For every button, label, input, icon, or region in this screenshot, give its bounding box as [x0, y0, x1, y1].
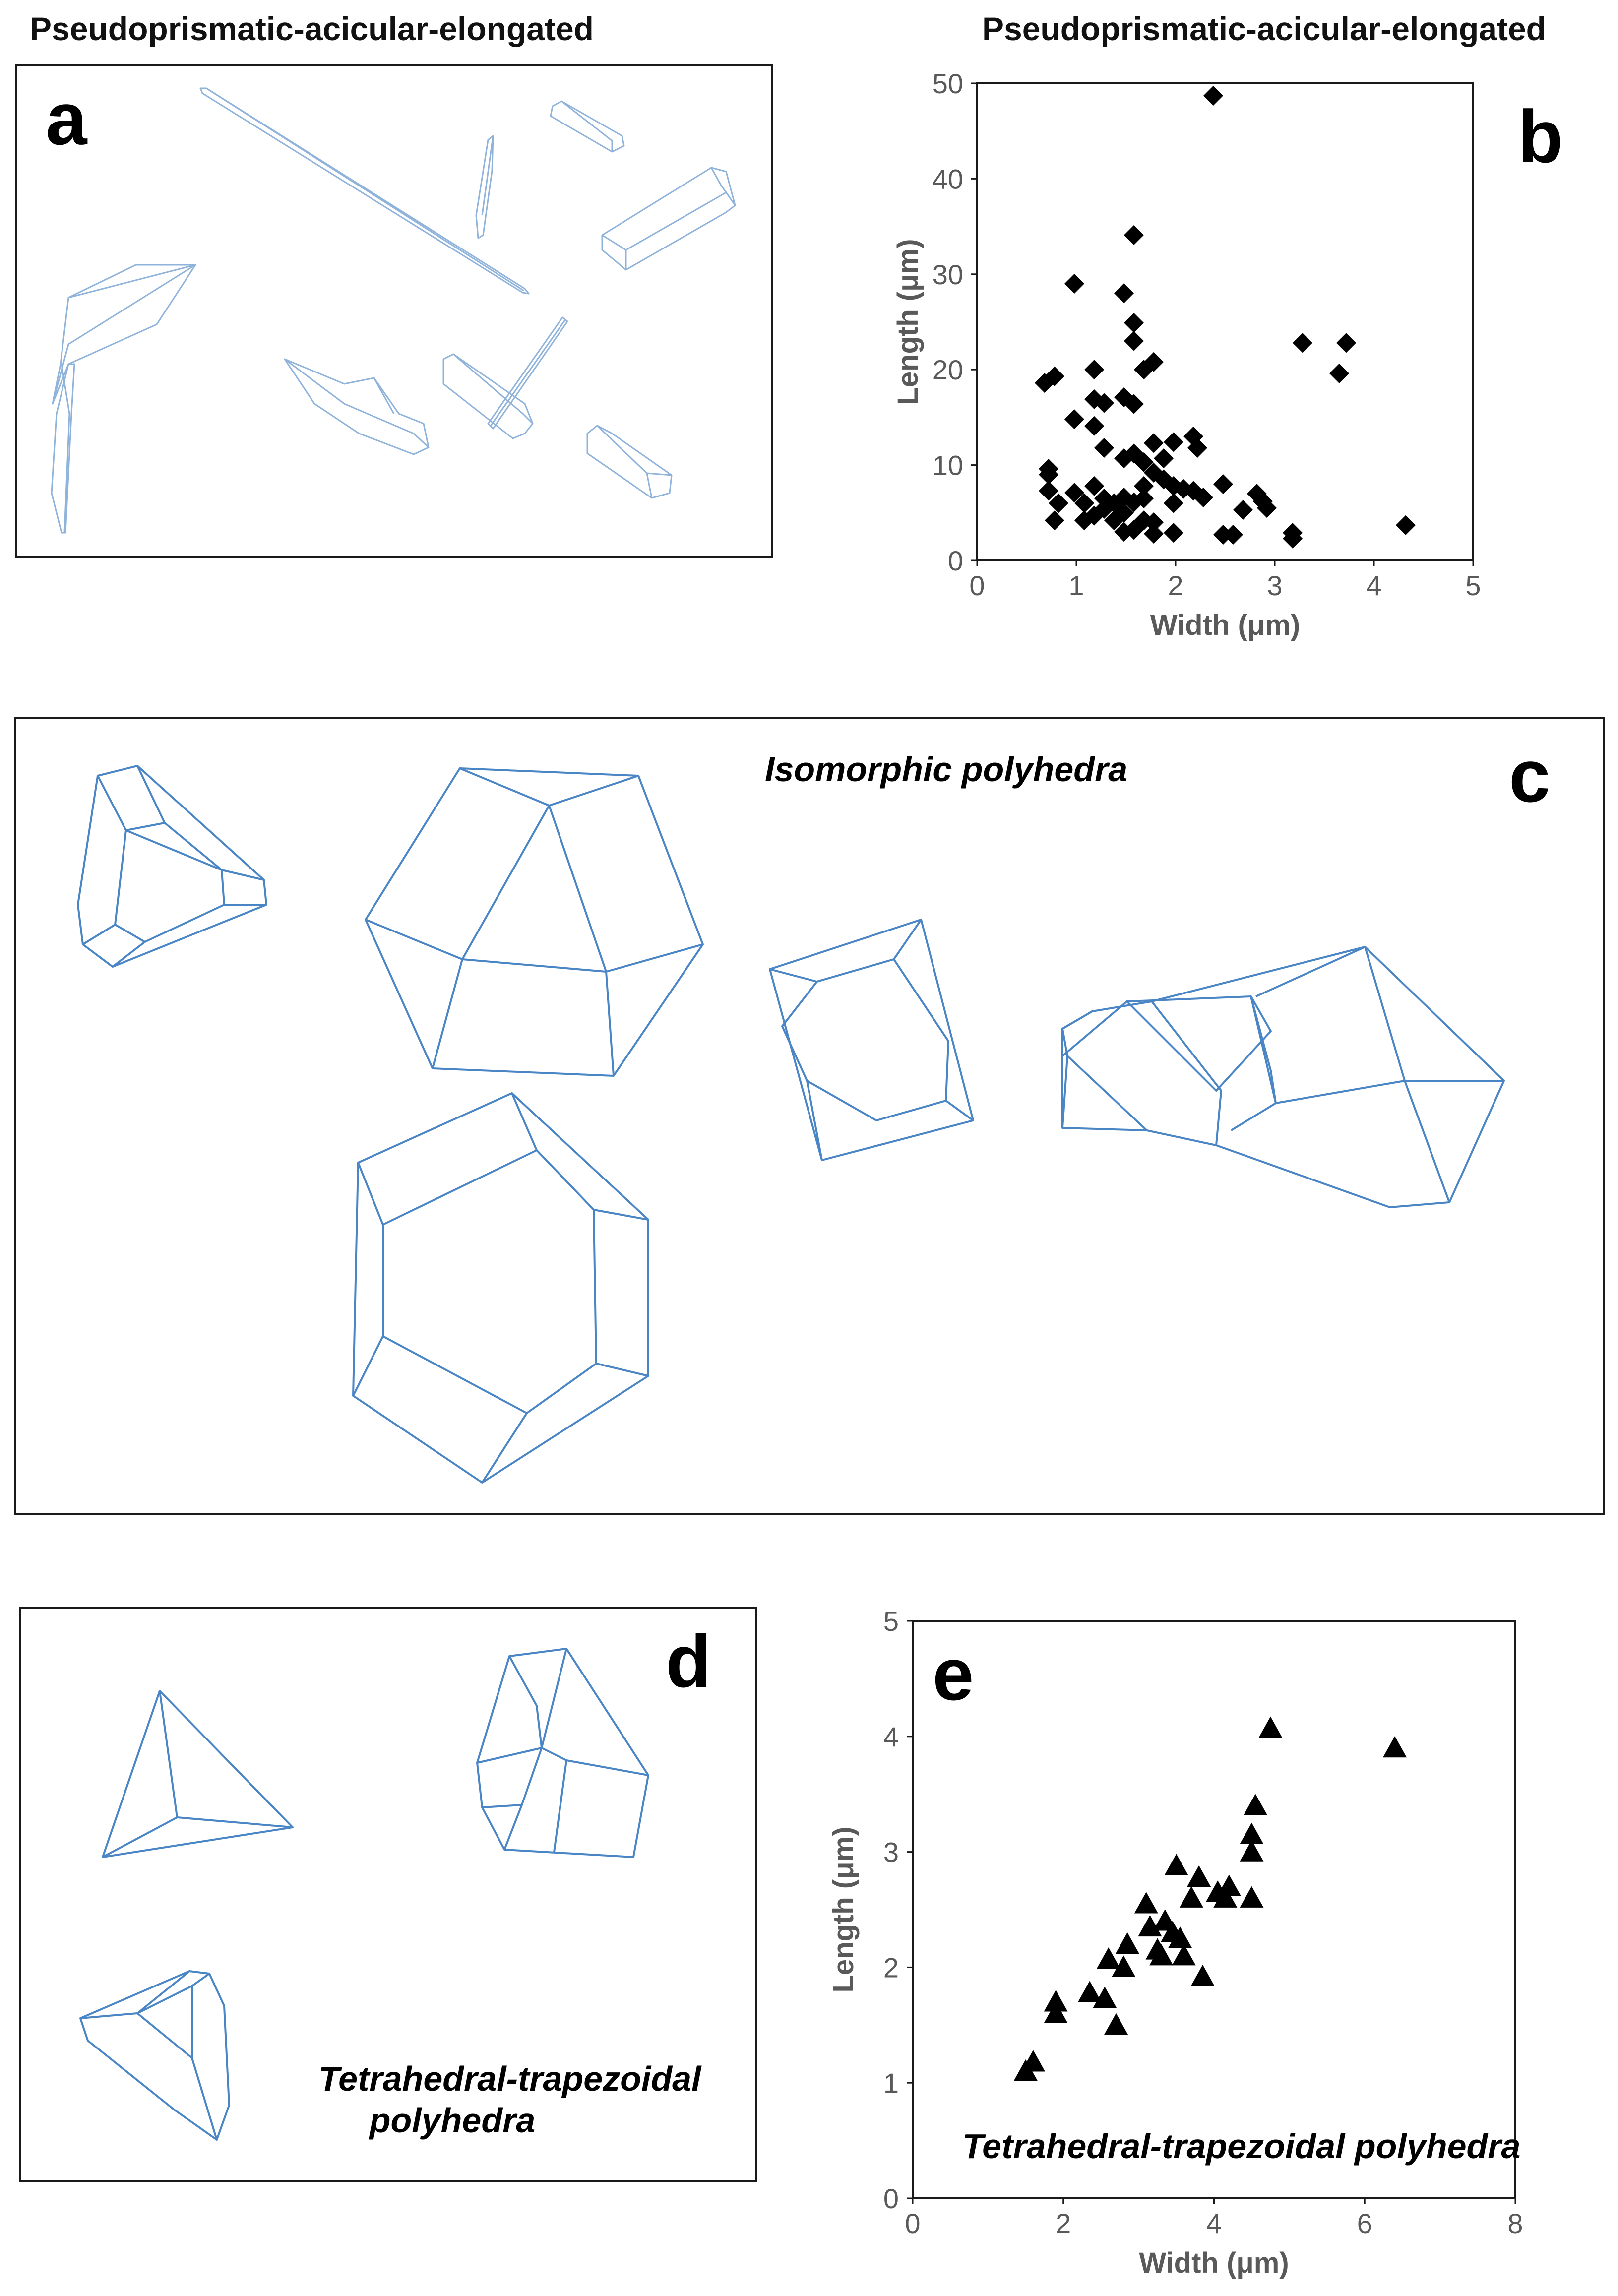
- y-tick-label: 5: [883, 1607, 899, 1637]
- data-point-diamond: [1084, 416, 1104, 436]
- y-tick-label: 0: [883, 2183, 899, 2214]
- data-point-triangle: [1097, 1947, 1120, 1969]
- data-point-triangle: [1383, 1736, 1407, 1757]
- y-tick-label: 3: [883, 1836, 899, 1868]
- prism-crystal-4: [602, 168, 735, 270]
- data-point-diamond: [1124, 313, 1144, 333]
- y-tick-label: 10: [932, 449, 963, 481]
- data-point-diamond: [1213, 474, 1233, 494]
- data-point-diamond: [1203, 86, 1223, 106]
- panel-c-crystals: [16, 719, 1603, 1513]
- panel-a-frame: [15, 64, 773, 558]
- trapezoidal-crystal-1: [477, 1649, 648, 1857]
- prism-crystal-7: [285, 359, 429, 454]
- data-point-diamond: [1064, 409, 1084, 429]
- panel-d-frame: [19, 1607, 757, 2182]
- octagonal-prism-crystal: [770, 920, 973, 1160]
- data-point-triangle: [1116, 1932, 1139, 1954]
- y-tick-label: 0: [947, 545, 963, 576]
- hexagonal-polyhedron-crystal: [353, 1093, 648, 1483]
- data-point-diamond: [1154, 448, 1174, 468]
- panel-e-label: Tetrahedral-trapezoidal polyhedra: [962, 2127, 1521, 2166]
- trapezoidal-crystal-2: [80, 1971, 229, 2140]
- data-point-diamond: [1045, 510, 1064, 530]
- prism-crystal-2: [551, 101, 624, 152]
- data-point-triangle: [1104, 2013, 1128, 2035]
- data-point-diamond: [1114, 283, 1134, 303]
- data-point-triangle: [1187, 1865, 1211, 1887]
- scatter-chart-b: [853, 50, 1548, 684]
- x-tick-label: 4: [1206, 2208, 1222, 2239]
- data-point-diamond: [1094, 438, 1114, 458]
- x-axis-label: Width (μm): [1150, 609, 1301, 641]
- y-tick-label: 40: [932, 163, 963, 195]
- data-point-diamond: [1144, 433, 1164, 453]
- x-tick-label: 4: [1366, 570, 1382, 601]
- y-axis-label: Length (μm): [892, 239, 924, 405]
- panel-d-label-line2: polyhedra: [369, 2101, 536, 2140]
- x-tick-label: 2: [1056, 2208, 1071, 2239]
- data-point-triangle: [1134, 1892, 1158, 1913]
- data-point-triangle: [1244, 1794, 1267, 1815]
- data-point-diamond: [1336, 333, 1356, 353]
- tetrahedron-crystal: [103, 1691, 293, 1857]
- panel-a-crystals: [17, 66, 771, 556]
- scatter-chart-e: [789, 1607, 1592, 2292]
- panel-c-label: Isomorphic polyhedra: [765, 750, 1128, 789]
- y-tick-label: 20: [932, 354, 963, 386]
- data-point-diamond: [1164, 494, 1183, 513]
- x-tick-label: 0: [905, 2208, 921, 2239]
- data-point-diamond: [1164, 432, 1183, 452]
- y-tick-label: 2: [883, 1952, 899, 1984]
- x-tick-label: 5: [1465, 570, 1481, 601]
- data-point-diamond: [1396, 515, 1416, 535]
- data-point-diamond: [1329, 364, 1349, 383]
- panel-e-letter: e: [933, 1632, 974, 1716]
- panel-b-letter: b: [1518, 95, 1563, 178]
- data-point-diamond: [1064, 274, 1084, 294]
- x-tick-label: 3: [1267, 570, 1283, 601]
- prism-crystal-8: [443, 354, 533, 438]
- y-tick-label: 30: [932, 258, 963, 290]
- x-axis-label: Width (μm): [1139, 2247, 1289, 2279]
- prism-crystal-10: [587, 426, 672, 498]
- panel-d-label-line1: Tetrahedral-trapezoidal: [318, 2059, 701, 2098]
- truncated-tetrahedron-crystal: [78, 766, 266, 967]
- twinned-polyhedron-crystal: [1062, 947, 1504, 1207]
- data-point-diamond: [1293, 333, 1312, 353]
- panel-a-letter: a: [46, 77, 87, 160]
- data-point-diamond: [1084, 360, 1104, 379]
- data-point-triangle: [1044, 2002, 1068, 2023]
- x-tick-label: 1: [1068, 570, 1084, 601]
- data-point-diamond: [1124, 331, 1144, 351]
- data-point-triangle: [1180, 1886, 1203, 1908]
- x-tick-label: 0: [969, 570, 985, 601]
- panel-d-letter: d: [666, 1619, 711, 1703]
- data-point-diamond: [1124, 225, 1144, 245]
- x-tick-label: 6: [1357, 2208, 1372, 2239]
- data-point-triangle: [1240, 1886, 1263, 1908]
- plot-area-e: [913, 1621, 1515, 2198]
- dodecahedron-crystal: [366, 768, 703, 1076]
- spindle-crystal-3: [476, 136, 493, 238]
- panel-b-title: Pseudoprismatic-acicular-elongated: [982, 10, 1546, 47]
- data-point-diamond: [1233, 500, 1253, 520]
- x-tick-label: 2: [1168, 570, 1183, 601]
- panel-d-crystals: [21, 1609, 755, 2180]
- data-point-triangle: [1258, 1717, 1282, 1738]
- x-tick-label: 8: [1507, 2208, 1523, 2239]
- y-tick-label: 4: [883, 1721, 899, 1752]
- panel-a-title: Pseudoprismatic-acicular-elongated: [30, 10, 594, 47]
- panel-c-letter: c: [1509, 734, 1551, 817]
- data-point-diamond: [1164, 523, 1183, 543]
- data-point-triangle: [1191, 1965, 1215, 1986]
- y-axis-label: Length (μm): [827, 1826, 860, 1993]
- panel-c-frame: [14, 717, 1605, 1515]
- y-tick-label: 50: [932, 68, 963, 99]
- y-tick-label: 1: [883, 2067, 899, 2099]
- data-point-triangle: [1165, 1854, 1188, 1875]
